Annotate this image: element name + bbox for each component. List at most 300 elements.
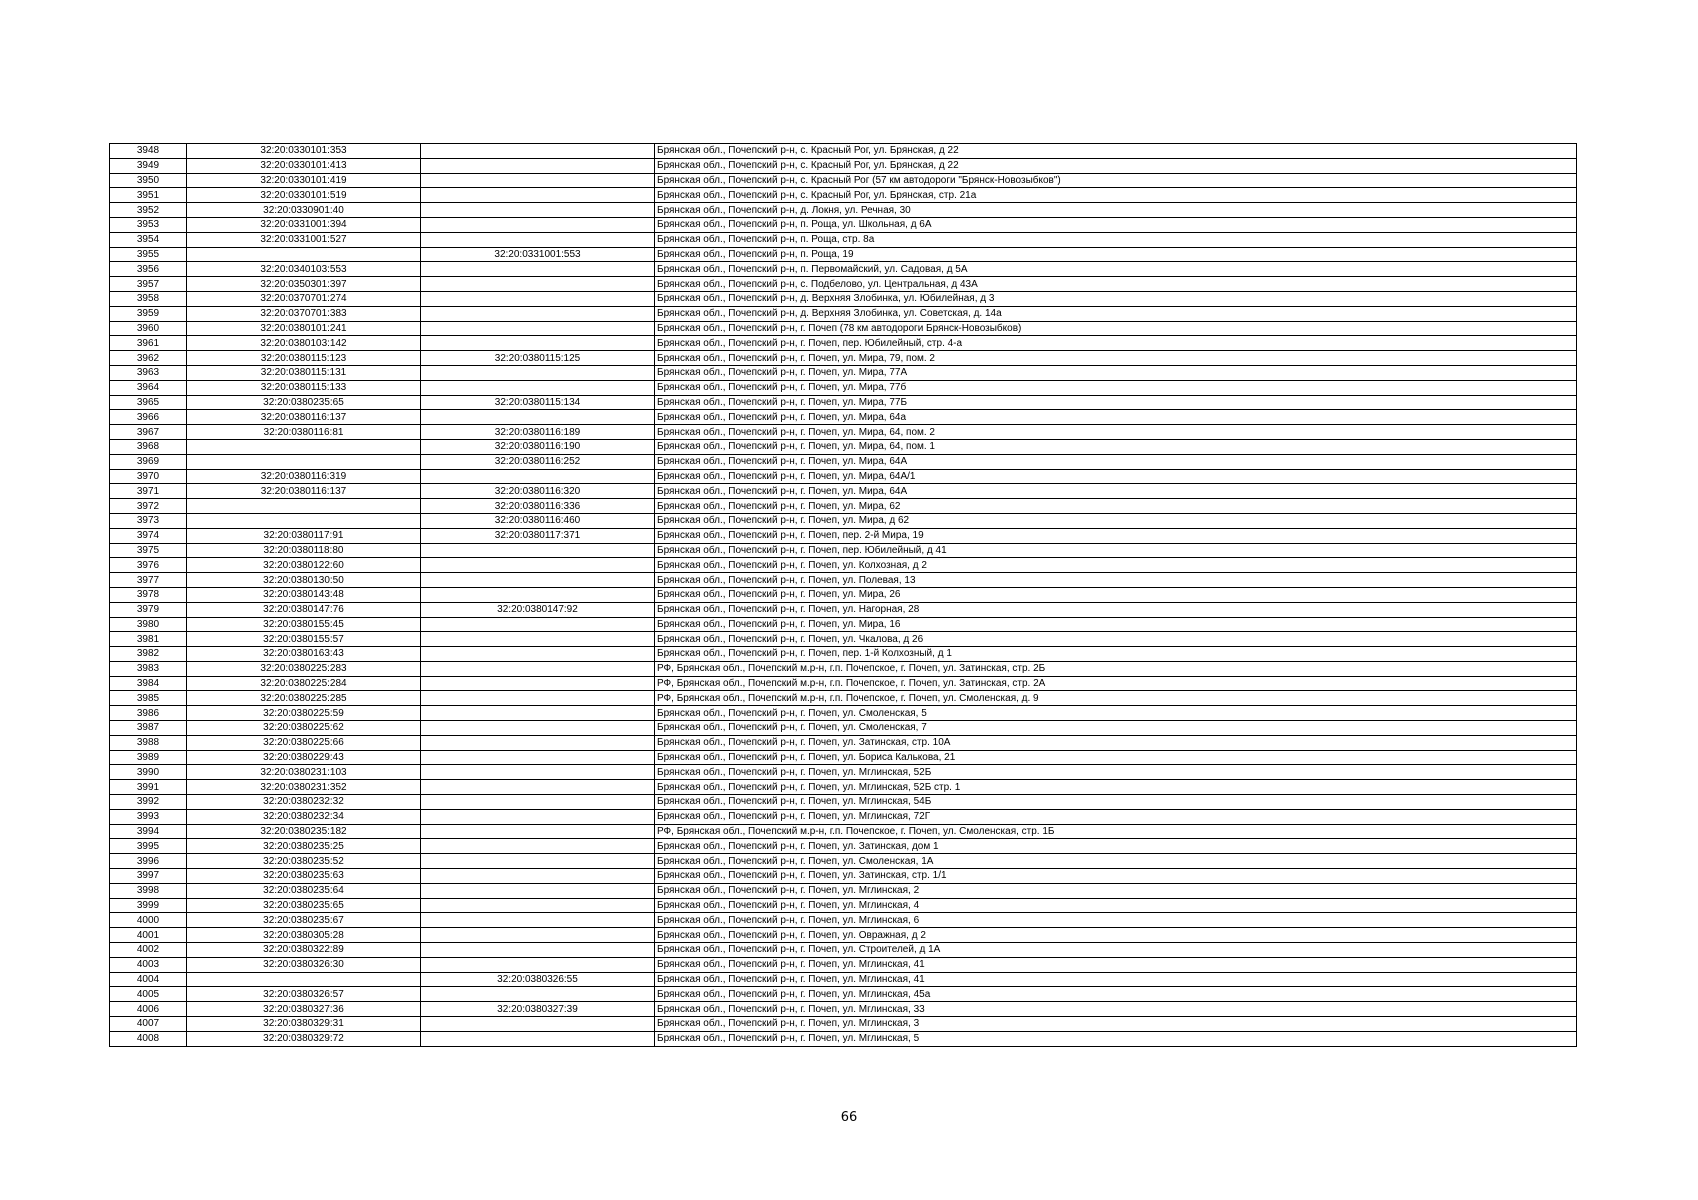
row-number-cell: 4004	[110, 972, 187, 987]
cadastral-number-cell: 32:20:0380117:91	[187, 528, 421, 543]
cadastral-number-cell: 32:20:0380235:65	[187, 898, 421, 913]
row-number-cell: 3976	[110, 558, 187, 573]
linked-cadastral-number-cell	[421, 765, 655, 780]
row-number-cell: 3949	[110, 158, 187, 173]
row-number-cell: 3948	[110, 144, 187, 159]
address-cell: РФ, Брянская обл., Почепский м.р-н, г.п. Почепское, г. Почеп, ул. Смоленская, д. 9	[655, 691, 1577, 706]
row-number-cell: 3969	[110, 454, 187, 469]
table-row	[110, 499, 1577, 514]
table-row	[110, 380, 1577, 395]
linked-cadastral-number-cell: 32:20:0380116:320	[421, 484, 655, 499]
table-row	[110, 351, 1577, 366]
table-row	[110, 647, 1577, 662]
address-cell: Брянская обл., Почепский р-н, г. Почеп (78 км автодороги Брянск-Новозыбков)	[655, 321, 1577, 336]
cadastral-number-cell: 32:20:0330901:40	[187, 203, 421, 218]
row-number-cell: 3970	[110, 469, 187, 484]
linked-cadastral-number-cell	[421, 928, 655, 943]
cadastral-number-cell: 32:20:0330101:413	[187, 158, 421, 173]
linked-cadastral-number-cell	[421, 824, 655, 839]
row-number-cell: 3982	[110, 647, 187, 662]
address-cell: Брянская обл., Почепский р-н, г. Почеп, ул. Мглинская, 4	[655, 898, 1577, 913]
address-cell: Брянская обл., Почепский р-н, г. Почеп, ул. Мира, 77Б	[655, 395, 1577, 410]
linked-cadastral-number-cell: 32:20:0380115:125	[421, 351, 655, 366]
address-cell: Брянская обл., Почепский р-н, г. Почеп, ул. Смоленская, 5	[655, 706, 1577, 721]
cadastral-number-cell: 32:20:0340103:553	[187, 262, 421, 277]
cadastral-number-cell: 32:20:0380225:66	[187, 735, 421, 750]
address-cell: Брянская обл., Почепский р-н, с. Подбелово, ул. Центральная, д 43А	[655, 277, 1577, 292]
row-number-cell: 3974	[110, 528, 187, 543]
cadastral-number-cell: 32:20:0380235:182	[187, 824, 421, 839]
linked-cadastral-number-cell	[421, 721, 655, 736]
address-cell: Брянская обл., Почепский р-н, г. Почеп, ул. Смоленская, 1А	[655, 854, 1577, 869]
table-row	[110, 1002, 1577, 1017]
cadastral-number-cell	[187, 454, 421, 469]
cadastral-number-cell: 32:20:0380155:45	[187, 617, 421, 632]
linked-cadastral-number-cell	[421, 647, 655, 662]
linked-cadastral-number-cell	[421, 661, 655, 676]
address-cell: Брянская обл., Почепский р-н, г. Почеп, ул. Нагорная, 28	[655, 602, 1577, 617]
table-row	[110, 617, 1577, 632]
row-number-cell: 4007	[110, 1017, 187, 1032]
row-number-cell: 3985	[110, 691, 187, 706]
address-cell: Брянская обл., Почепский р-н, г. Почеп, ул. Мира, 64а	[655, 410, 1577, 425]
linked-cadastral-number-cell	[421, 469, 655, 484]
cadastral-number-cell: 32:20:0380235:67	[187, 913, 421, 928]
cadastral-number-cell: 32:20:0331001:527	[187, 232, 421, 247]
cadastral-number-cell	[187, 499, 421, 514]
row-number-cell: 3953	[110, 217, 187, 232]
linked-cadastral-number-cell	[421, 957, 655, 972]
row-number-cell: 3956	[110, 262, 187, 277]
address-cell: Брянская обл., Почепский р-н, г. Почеп, ул. Затинская, стр. 1/1	[655, 869, 1577, 884]
cadastral-number-cell	[187, 247, 421, 262]
linked-cadastral-number-cell	[421, 336, 655, 351]
linked-cadastral-number-cell: 32:20:0380326:55	[421, 972, 655, 987]
table-row	[110, 291, 1577, 306]
address-cell: РФ, Брянская обл., Почепский м.р-н, г.п. Почепское, г. Почеп, ул. Смоленская, стр. 1Б	[655, 824, 1577, 839]
cadastral-number-cell: 32:20:0380329:72	[187, 1031, 421, 1046]
linked-cadastral-number-cell	[421, 262, 655, 277]
linked-cadastral-number-cell: 32:20:0380116:189	[421, 425, 655, 440]
linked-cadastral-number-cell	[421, 365, 655, 380]
address-cell: Брянская обл., Почепский р-н, г. Почеп, ул. Мира, 77б	[655, 380, 1577, 395]
row-number-cell: 3959	[110, 306, 187, 321]
cadastral-number-cell: 32:20:0380143:48	[187, 587, 421, 602]
cadastral-number-cell: 32:20:0331001:394	[187, 217, 421, 232]
row-number-cell: 3993	[110, 809, 187, 824]
cadastral-number-cell: 32:20:0380122:60	[187, 558, 421, 573]
address-cell: Брянская обл., Почепский р-н, г. Почеп, ул. Мира, 64А	[655, 484, 1577, 499]
address-cell: Брянская обл., Почепский р-н, п. Первомайский, ул. Садовая, д 5А	[655, 262, 1577, 277]
table-row	[110, 439, 1577, 454]
row-number-cell: 3957	[110, 277, 187, 292]
linked-cadastral-number-cell: 32:20:0380115:134	[421, 395, 655, 410]
table-row	[110, 706, 1577, 721]
address-cell: Брянская обл., Почепский р-н, г. Почеп, пер. 2-й Мира, 19	[655, 528, 1577, 543]
linked-cadastral-number-cell	[421, 809, 655, 824]
address-cell: Брянская обл., Почепский р-н, с. Красный Рог (57 км автодороги "Брянск-Новозыбков")	[655, 173, 1577, 188]
table-row	[110, 795, 1577, 810]
row-number-cell: 3964	[110, 380, 187, 395]
page-number: 66	[840, 1110, 858, 1125]
cadastral-number-cell: 32:20:0380116:81	[187, 425, 421, 440]
linked-cadastral-number-cell	[421, 291, 655, 306]
row-number-cell: 3991	[110, 780, 187, 795]
table-row	[110, 721, 1577, 736]
linked-cadastral-number-cell	[421, 410, 655, 425]
linked-cadastral-number-cell	[421, 617, 655, 632]
address-cell: Брянская обл., Почепский р-н, д. Верхняя Злобинка, ул. Советская, д. 14а	[655, 306, 1577, 321]
linked-cadastral-number-cell	[421, 735, 655, 750]
address-cell: Брянская обл., Почепский р-н, г. Почеп, ул. Мглинская, 52Б	[655, 765, 1577, 780]
address-cell: Брянская обл., Почепский р-н, д. Локня, ул. Речная, 30	[655, 203, 1577, 218]
cadastral-number-cell: 32:20:0380235:65	[187, 395, 421, 410]
cadastral-number-cell: 32:20:0380326:57	[187, 987, 421, 1002]
address-cell: Брянская обл., Почепский р-н, г. Почеп, ул. Мглинская, 54Б	[655, 795, 1577, 810]
address-cell: Брянская обл., Почепский р-н, г. Почеп, ул. Мира, 26	[655, 587, 1577, 602]
row-number-cell: 3977	[110, 573, 187, 588]
cadastral-number-cell: 32:20:0380103:142	[187, 336, 421, 351]
address-cell: Брянская обл., Почепский р-н, г. Почеп, ул. Бориса Калькова, 21	[655, 750, 1577, 765]
cadastral-number-cell: 32:20:0380225:283	[187, 661, 421, 676]
address-cell: Брянская обл., Почепский р-н, г. Почеп, ул. Мглинская, 2	[655, 883, 1577, 898]
linked-cadastral-number-cell	[421, 869, 655, 884]
cadastral-number-cell: 32:20:0380225:62	[187, 721, 421, 736]
linked-cadastral-number-cell	[421, 380, 655, 395]
row-number-cell: 3989	[110, 750, 187, 765]
row-number-cell: 3978	[110, 587, 187, 602]
linked-cadastral-number-cell	[421, 232, 655, 247]
address-cell: Брянская обл., Почепский р-н, г. Почеп, ул. Чкалова, д 26	[655, 632, 1577, 647]
row-number-cell: 3967	[110, 425, 187, 440]
address-cell: Брянская обл., Почепский р-н, п. Роща, 19	[655, 247, 1577, 262]
row-number-cell: 3984	[110, 676, 187, 691]
linked-cadastral-number-cell	[421, 306, 655, 321]
table-row	[110, 395, 1577, 410]
linked-cadastral-number-cell	[421, 543, 655, 558]
cadastral-number-cell: 32:20:0380115:123	[187, 351, 421, 366]
address-cell: Брянская обл., Почепский р-н, г. Почеп, ул. Мира, 64, пом. 2	[655, 425, 1577, 440]
cadastral-number-cell	[187, 439, 421, 454]
cadastral-number-cell: 32:20:0380329:31	[187, 1017, 421, 1032]
address-cell: Брянская обл., Почепский р-н, г. Почеп, ул. Строителей, д 1А	[655, 943, 1577, 958]
linked-cadastral-number-cell: 32:20:0380116:460	[421, 513, 655, 528]
address-cell: Брянская обл., Почепский р-н, г. Почеп, ул. Мглинская, 72Г	[655, 809, 1577, 824]
table-row	[110, 513, 1577, 528]
address-cell: Брянская обл., Почепский р-н, г. Почеп, ул. Мира, 62	[655, 499, 1577, 514]
cadastral-number-cell: 32:20:0380130:50	[187, 573, 421, 588]
row-number-cell: 3997	[110, 869, 187, 884]
property-table	[109, 143, 1577, 1047]
cadastral-number-cell: 32:20:0380326:30	[187, 957, 421, 972]
table-row	[110, 898, 1577, 913]
table-row	[110, 869, 1577, 884]
cadastral-number-cell	[187, 513, 421, 528]
address-cell: Брянская обл., Почепский р-н, г. Почеп, ул. Мира, 16	[655, 617, 1577, 632]
linked-cadastral-number-cell	[421, 1031, 655, 1046]
cadastral-number-cell: 32:20:0380327:36	[187, 1002, 421, 1017]
linked-cadastral-number-cell	[421, 1017, 655, 1032]
linked-cadastral-number-cell	[421, 839, 655, 854]
cadastral-number-cell: 32:20:0380322:89	[187, 943, 421, 958]
linked-cadastral-number-cell	[421, 854, 655, 869]
table-row	[110, 972, 1577, 987]
table-row	[110, 957, 1577, 972]
table-row	[110, 158, 1577, 173]
row-number-cell: 3960	[110, 321, 187, 336]
table-row	[110, 765, 1577, 780]
table-row	[110, 543, 1577, 558]
table-row	[110, 484, 1577, 499]
linked-cadastral-number-cell	[421, 750, 655, 765]
address-cell: Брянская обл., Почепский р-н, г. Почеп, ул. Колхозная, д 2	[655, 558, 1577, 573]
table-row	[110, 780, 1577, 795]
table-row	[110, 469, 1577, 484]
table-row	[110, 602, 1577, 617]
linked-cadastral-number-cell: 32:20:0331001:553	[421, 247, 655, 262]
address-cell: Брянская обл., Почепский р-н, п. Роща, ул. Школьная, д 6А	[655, 217, 1577, 232]
address-cell: Брянская обл., Почепский р-н, с. Красный Рог, ул. Брянская, д 22	[655, 158, 1577, 173]
row-number-cell: 3979	[110, 602, 187, 617]
address-cell: Брянская обл., Почепский р-н, г. Почеп, ул. Мглинская, 5	[655, 1031, 1577, 1046]
row-number-cell: 3990	[110, 765, 187, 780]
table-row	[110, 809, 1577, 824]
row-number-cell: 3980	[110, 617, 187, 632]
row-number-cell: 3965	[110, 395, 187, 410]
table-row	[110, 928, 1577, 943]
cadastral-number-cell: 32:20:0380235:52	[187, 854, 421, 869]
table-row	[110, 691, 1577, 706]
cadastral-number-cell: 32:20:0330101:519	[187, 188, 421, 203]
linked-cadastral-number-cell	[421, 706, 655, 721]
linked-cadastral-number-cell	[421, 587, 655, 602]
linked-cadastral-number-cell	[421, 217, 655, 232]
row-number-cell: 3983	[110, 661, 187, 676]
row-number-cell: 3973	[110, 513, 187, 528]
address-cell: Брянская обл., Почепский р-н, г. Почеп, пер. Юбилейный, д 41	[655, 543, 1577, 558]
row-number-cell: 3952	[110, 203, 187, 218]
linked-cadastral-number-cell: 32:20:0380116:252	[421, 454, 655, 469]
address-cell: Брянская обл., Почепский р-н, г. Почеп, ул. Мглинская, 3	[655, 1017, 1577, 1032]
cadastral-number-cell: 32:20:0380225:284	[187, 676, 421, 691]
table-row	[110, 232, 1577, 247]
table-row	[110, 661, 1577, 676]
table-row	[110, 277, 1577, 292]
table-row	[110, 883, 1577, 898]
row-number-cell: 4005	[110, 987, 187, 1002]
table-row	[110, 321, 1577, 336]
cadastral-number-cell: 32:20:0380229:43	[187, 750, 421, 765]
cadastral-number-cell: 32:20:0370701:274	[187, 291, 421, 306]
table-row	[110, 425, 1577, 440]
cadastral-number-cell	[187, 972, 421, 987]
table-row	[110, 217, 1577, 232]
address-cell: РФ, Брянская обл., Почепский м.р-н, г.п. Почепское, г. Почеп, ул. Затинская, стр. 2А	[655, 676, 1577, 691]
address-cell: Брянская обл., Почепский р-н, г. Почеп, пер. 1-й Колхозный, д 1	[655, 647, 1577, 662]
row-number-cell: 3981	[110, 632, 187, 647]
linked-cadastral-number-cell	[421, 780, 655, 795]
cadastral-number-cell: 32:20:0380232:32	[187, 795, 421, 810]
linked-cadastral-number-cell: 32:20:0380116:336	[421, 499, 655, 514]
address-cell: Брянская обл., Почепский р-н, с. Красный Рог, ул. Брянская, стр. 21а	[655, 188, 1577, 203]
address-cell: РФ, Брянская обл., Почепский м.р-н, г.п. Почепское, г. Почеп, ул. Затинская, стр. 2Б	[655, 661, 1577, 676]
table-row	[110, 247, 1577, 262]
row-number-cell: 3988	[110, 735, 187, 750]
cadastral-number-cell: 32:20:0330101:419	[187, 173, 421, 188]
cadastral-number-cell: 32:20:0380101:241	[187, 321, 421, 336]
row-number-cell: 3950	[110, 173, 187, 188]
table-row	[110, 913, 1577, 928]
row-number-cell: 3998	[110, 883, 187, 898]
table-row	[110, 854, 1577, 869]
linked-cadastral-number-cell	[421, 898, 655, 913]
row-number-cell: 4002	[110, 943, 187, 958]
cadastral-number-cell: 32:20:0380225:59	[187, 706, 421, 721]
cadastral-number-cell: 32:20:0330101:353	[187, 144, 421, 159]
cadastral-number-cell: 32:20:0380305:28	[187, 928, 421, 943]
address-cell: Брянская обл., Почепский р-н, г. Почеп, ул. Мира, 64А	[655, 454, 1577, 469]
cadastral-number-cell: 32:20:0380235:63	[187, 869, 421, 884]
row-number-cell: 3996	[110, 854, 187, 869]
table-row	[110, 173, 1577, 188]
address-cell: Брянская обл., Почепский р-н, г. Почеп, ул. Мира, д 62	[655, 513, 1577, 528]
row-number-cell: 3975	[110, 543, 187, 558]
table-row	[110, 824, 1577, 839]
table-row	[110, 306, 1577, 321]
table-row	[110, 750, 1577, 765]
address-cell: Брянская обл., Почепский р-н, п. Роща, стр. 8а	[655, 232, 1577, 247]
row-number-cell: 3954	[110, 232, 187, 247]
linked-cadastral-number-cell	[421, 158, 655, 173]
row-number-cell: 3961	[110, 336, 187, 351]
address-cell: Брянская обл., Почепский р-н, г. Почеп, ул. Мира, 77А	[655, 365, 1577, 380]
table-row	[110, 528, 1577, 543]
row-number-cell: 3992	[110, 795, 187, 810]
linked-cadastral-number-cell	[421, 691, 655, 706]
row-number-cell: 3987	[110, 721, 187, 736]
cadastral-number-cell: 32:20:0380116:319	[187, 469, 421, 484]
cadastral-number-cell: 32:20:0380116:137	[187, 410, 421, 425]
table-row	[110, 1031, 1577, 1046]
row-number-cell: 4003	[110, 957, 187, 972]
table-row	[110, 365, 1577, 380]
row-number-cell: 3962	[110, 351, 187, 366]
table-row	[110, 454, 1577, 469]
row-number-cell: 3958	[110, 291, 187, 306]
table-row	[110, 558, 1577, 573]
linked-cadastral-number-cell: 32:20:0380327:39	[421, 1002, 655, 1017]
linked-cadastral-number-cell: 32:20:0380117:371	[421, 528, 655, 543]
linked-cadastral-number-cell	[421, 987, 655, 1002]
table-row	[110, 632, 1577, 647]
linked-cadastral-number-cell	[421, 795, 655, 810]
row-number-cell: 3955	[110, 247, 187, 262]
linked-cadastral-number-cell	[421, 173, 655, 188]
cadastral-number-cell: 32:20:0370701:383	[187, 306, 421, 321]
cadastral-number-cell: 32:20:0380225:285	[187, 691, 421, 706]
table-row	[110, 676, 1577, 691]
linked-cadastral-number-cell	[421, 321, 655, 336]
cadastral-number-cell: 32:20:0380118:80	[187, 543, 421, 558]
cadastral-number-cell: 32:20:0380147:76	[187, 602, 421, 617]
linked-cadastral-number-cell	[421, 913, 655, 928]
address-cell: Брянская обл., Почепский р-н, г. Почеп, ул. Мглинская, 52Б стр. 1	[655, 780, 1577, 795]
cadastral-number-cell: 32:20:0380155:57	[187, 632, 421, 647]
linked-cadastral-number-cell	[421, 203, 655, 218]
table-body	[110, 144, 1577, 1047]
row-number-cell: 3963	[110, 365, 187, 380]
linked-cadastral-number-cell	[421, 144, 655, 159]
table-row	[110, 587, 1577, 602]
cadastral-number-cell: 32:20:0380231:103	[187, 765, 421, 780]
table-row	[110, 203, 1577, 218]
linked-cadastral-number-cell	[421, 632, 655, 647]
address-cell: Брянская обл., Почепский р-н, г. Почеп, ул. Мглинская, 41	[655, 957, 1577, 972]
address-cell: Брянская обл., Почепский р-н, г. Почеп, ул. Мира, 79, пом. 2	[655, 351, 1577, 366]
linked-cadastral-number-cell	[421, 277, 655, 292]
address-cell: Брянская обл., Почепский р-н, г. Почеп, ул. Затинская, дом 1	[655, 839, 1577, 854]
table-row	[110, 735, 1577, 750]
row-number-cell: 3995	[110, 839, 187, 854]
address-cell: Брянская обл., Почепский р-н, с. Красный Рог, ул. Брянская, д 22	[655, 144, 1577, 159]
cadastral-number-cell: 32:20:0380115:133	[187, 380, 421, 395]
row-number-cell: 3999	[110, 898, 187, 913]
address-cell: Брянская обл., Почепский р-н, г. Почеп, ул. Мглинская, 45а	[655, 987, 1577, 1002]
row-number-cell: 3971	[110, 484, 187, 499]
row-number-cell: 4008	[110, 1031, 187, 1046]
row-number-cell: 3986	[110, 706, 187, 721]
address-cell: Брянская обл., Почепский р-н, д. Верхняя Злобинка, ул. Юбилейная, д 3	[655, 291, 1577, 306]
row-number-cell: 3994	[110, 824, 187, 839]
table-row	[110, 410, 1577, 425]
row-number-cell: 3972	[110, 499, 187, 514]
table-row	[110, 573, 1577, 588]
address-cell: Брянская обл., Почепский р-н, г. Почеп, ул. Мглинская, 41	[655, 972, 1577, 987]
table-row	[110, 336, 1577, 351]
row-number-cell: 4000	[110, 913, 187, 928]
row-number-cell: 3968	[110, 439, 187, 454]
table-row	[110, 188, 1577, 203]
cadastral-number-cell: 32:20:0380163:43	[187, 647, 421, 662]
address-cell: Брянская обл., Почепский р-н, г. Почеп, ул. Смоленская, 7	[655, 721, 1577, 736]
linked-cadastral-number-cell	[421, 676, 655, 691]
address-cell: Брянская обл., Почепский р-н, г. Почеп, пер. Юбилейный, стр. 4-а	[655, 336, 1577, 351]
address-cell: Брянская обл., Почепский р-н, г. Почеп, ул. Мглинская, 33	[655, 1002, 1577, 1017]
linked-cadastral-number-cell	[421, 883, 655, 898]
cadastral-number-cell: 32:20:0380235:64	[187, 883, 421, 898]
address-cell: Брянская обл., Почепский р-н, г. Почеп, ул. Мглинская, 6	[655, 913, 1577, 928]
table-row	[110, 943, 1577, 958]
linked-cadastral-number-cell: 32:20:0380116:190	[421, 439, 655, 454]
row-number-cell: 3951	[110, 188, 187, 203]
cadastral-number-cell: 32:20:0380232:34	[187, 809, 421, 824]
cadastral-number-cell: 32:20:0380235:25	[187, 839, 421, 854]
cadastral-number-cell: 32:20:0380231:352	[187, 780, 421, 795]
linked-cadastral-number-cell	[421, 188, 655, 203]
cadastral-number-cell: 32:20:0350301:397	[187, 277, 421, 292]
linked-cadastral-number-cell	[421, 573, 655, 588]
address-cell: Брянская обл., Почепский р-н, г. Почеп, ул. Мира, 64, пом. 1	[655, 439, 1577, 454]
table-row	[110, 144, 1577, 159]
table-row	[110, 262, 1577, 277]
address-cell: Брянская обл., Почепский р-н, г. Почеп, ул. Овражная, д 2	[655, 928, 1577, 943]
address-cell: Брянская обл., Почепский р-н, г. Почеп, ул. Полевая, 13	[655, 573, 1577, 588]
table-row	[110, 839, 1577, 854]
linked-cadastral-number-cell	[421, 558, 655, 573]
row-number-cell: 3966	[110, 410, 187, 425]
row-number-cell: 4006	[110, 1002, 187, 1017]
address-cell: Брянская обл., Почепский р-н, г. Почеп, ул. Мира, 64А/1	[655, 469, 1577, 484]
